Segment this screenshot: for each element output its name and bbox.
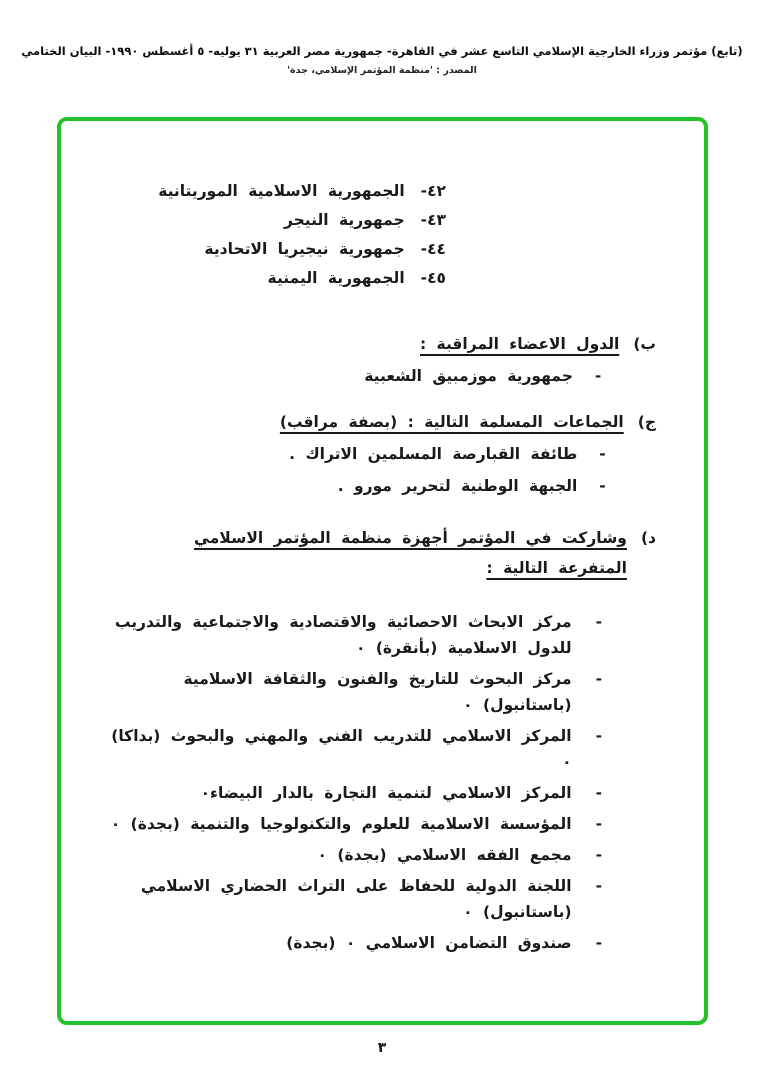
- item-text: الجبهة الوطنية لتحرير مورو .: [337, 477, 578, 495]
- list-item: [97, 842, 602, 868]
- list-item: [97, 780, 602, 806]
- list-item: [97, 811, 602, 837]
- item-text: المؤسسة الاسلامية للعلوم والتكنولوجيا والتنمية (بجدة) ٠: [110, 815, 572, 833]
- item-text: المركز الاسلامي لتنمية التجارة بالدار البيضاء٠: [200, 784, 572, 802]
- item-text: المركز الاسلامي للتدريب الفني والمهني والبحوث (بداكا) ٠: [111, 727, 572, 771]
- section-marker: ب): [633, 335, 656, 353]
- section-body: [97, 407, 624, 501]
- dash-bullet: -: [595, 815, 602, 833]
- list-item: [97, 930, 602, 956]
- item-text: جمهورية موزمبيق الشعبية: [364, 367, 573, 385]
- section-muslim-communities: [97, 407, 656, 501]
- member-states-list: [97, 177, 656, 293]
- list-item: [97, 666, 602, 718]
- list-item: [97, 873, 602, 925]
- item-text: مركز البحوث للتاريخ والفنون والثقافة الاسلامية (باستانبول) ٠: [183, 670, 572, 714]
- content-frame: [57, 117, 708, 1025]
- dash-bullet: -: [599, 445, 606, 463]
- item-number: ٤٣-: [420, 211, 446, 229]
- item-text: مركز الابحاث الاحصائية والاقتصادية والاجتماعية والتدريب للدول الاسلامية (بأنقرة) ٠: [114, 613, 572, 657]
- item-text: طائفة القبارصة المسلمين الاتراك .: [289, 445, 578, 463]
- section-observer-states: [97, 329, 656, 391]
- section-title: الجماعات المسلمة التالية : (بصفة مراقب): [279, 413, 624, 431]
- item-text: صندوق التضامن الاسلامي ٠ (بجدة): [286, 934, 572, 952]
- member-state-row: [97, 206, 446, 235]
- subsidiary-organs-list: [97, 609, 602, 956]
- item-number: ٤٥-: [420, 269, 446, 287]
- document-header: [0, 0, 764, 76]
- section-title: الدول الاعضاء المراقبة :: [419, 335, 620, 353]
- dash-bullet: -: [595, 613, 602, 631]
- item-text: اللجنة الدولية للحفاظ على التراث الحضاري الاسلامي (باستانبول) ٠: [140, 877, 572, 921]
- section-marker: د): [640, 529, 656, 547]
- member-state-row: [97, 235, 446, 264]
- member-state-row: [97, 264, 446, 293]
- dash-bullet: -: [595, 846, 602, 864]
- dash-bullet: -: [599, 477, 606, 495]
- section-body: [97, 523, 627, 583]
- item-text: مجمع الفقه الاسلامي (بجدة) ٠: [317, 846, 572, 864]
- dash-bullet: -: [595, 784, 602, 802]
- dash-bullet: -: [595, 727, 602, 745]
- list-item: [97, 723, 602, 775]
- section-title-line-1: وشاركت في المؤتمر أجهزة منظمة المؤتمر الاسلامي: [194, 529, 627, 547]
- item-number: ٤٤-: [420, 240, 446, 258]
- item-text: الجمهورية الاسلامية الموريتانية: [158, 182, 405, 200]
- dash-bullet: -: [595, 670, 602, 688]
- dash-bullet: -: [595, 934, 602, 952]
- section-subsidiary-organs: [97, 523, 656, 583]
- header-source: المصدر : 'منظمة المؤتمر الإسلامي، جدة': [287, 65, 477, 76]
- list-item: [97, 471, 606, 501]
- dash-bullet: -: [595, 877, 602, 895]
- dash-bullet: -: [594, 367, 602, 385]
- page-number: ٣: [377, 1040, 387, 1056]
- item-number: ٤٢-: [420, 182, 446, 200]
- item-text: الجمهورية اليمنية: [267, 269, 405, 287]
- list-item: [97, 361, 601, 391]
- section-marker: ج): [637, 413, 656, 431]
- list-item: [97, 609, 602, 661]
- item-text: جمهورية نيجيريا الاتحادية: [204, 240, 405, 258]
- document-content: [61, 121, 704, 956]
- member-state-row: [97, 177, 446, 206]
- item-text: جمهورية النيجر: [283, 211, 405, 229]
- section-title-line-2: المتفرعة التالية :: [486, 559, 627, 577]
- header-title: (تابع) مؤتمر وزراء الخارجية الإسلامي التاسع عشر في القاهرة- جمهورية مصر العربية ٣١ يوليه- ٥ أغسطس ١٩٩٠- البيان الختامي: [21, 44, 743, 58]
- list-item: [97, 439, 606, 469]
- section-body: [97, 329, 619, 391]
